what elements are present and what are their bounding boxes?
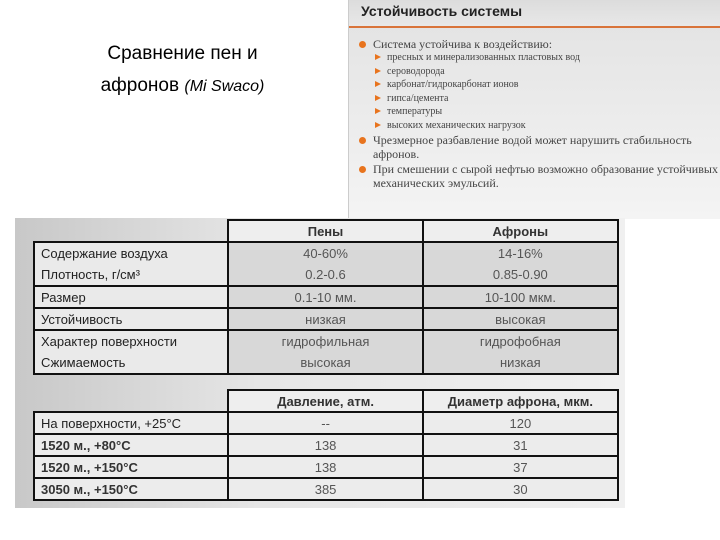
cell: 120: [423, 412, 618, 434]
title-line1: Сравнение пен и: [107, 43, 258, 64]
sub-bullet: карбонат/гидрокарбонат ионов: [357, 78, 720, 92]
sub-bullet: температуры: [357, 105, 720, 119]
col-header: Пены: [228, 220, 422, 242]
sub-bullet: гипса/цемента: [357, 92, 720, 106]
stability-heading: Устойчивость системы: [349, 0, 720, 28]
cell: 0.1-10 мм.: [228, 286, 422, 308]
row-label: Содержание воздуха: [34, 242, 228, 264]
stability-panel: [348, 0, 720, 219]
pressure-diameter-table: [33, 389, 619, 501]
cell: 10-100 мкм.: [423, 286, 618, 308]
cell: 0.2-0.6: [228, 264, 422, 286]
cell: 30: [423, 478, 618, 500]
cell: 14-16%: [423, 242, 618, 264]
bullet: При смешении с сырой нефтью возможно образование устойчивых механических эмульсий.: [357, 162, 720, 190]
cell: 0.85-0.90: [423, 264, 618, 286]
row-label: Сжимаемость: [34, 352, 228, 374]
col-header: Афроны: [423, 220, 618, 242]
foam-aphron-table: [33, 219, 619, 375]
cell: 31: [423, 434, 618, 456]
col-header: Диаметр афрона, мкм.: [423, 390, 618, 412]
sub-bullet: сероводорода: [357, 65, 720, 79]
row-label: Плотность, г/см³: [34, 264, 228, 286]
sub-bullet: пресных и минерализованных пластовых вод: [357, 51, 720, 65]
cell: высокая: [423, 308, 618, 330]
cell: 385: [228, 478, 422, 500]
comparison-tables: [15, 218, 625, 508]
cell: 40-60%: [228, 242, 422, 264]
sub-bullet: высоких механических нагрузок: [357, 119, 720, 133]
col-header: Давление, атм.: [228, 390, 422, 412]
cell: 138: [228, 456, 422, 478]
row-label: Размер: [34, 286, 228, 308]
cell: гидрофобная: [423, 330, 618, 352]
row-label: 3050 м., +150°C: [34, 478, 228, 500]
cell: высокая: [228, 352, 422, 374]
row-label: Характер поверхности: [34, 330, 228, 352]
row-label: 1520 м., +80°C: [34, 434, 228, 456]
cell: гидрофильная: [228, 330, 422, 352]
cell: низкая: [423, 352, 618, 374]
cell: 37: [423, 456, 618, 478]
bullet: Система устойчива к воздействию:: [357, 37, 720, 51]
title-line2: афронов: [100, 75, 180, 96]
title-source: (Mi Swaco): [184, 78, 265, 95]
slide-title: [40, 38, 325, 103]
row-label: На поверхности, +25°C: [34, 412, 228, 434]
cell: --: [228, 412, 422, 434]
row-label: 1520 м., +150°C: [34, 456, 228, 478]
bullet: Чрезмерное разбавление водой может нарушить стабильность афронов.: [357, 133, 720, 161]
row-label: Устойчивость: [34, 308, 228, 330]
cell: 138: [228, 434, 422, 456]
cell: низкая: [228, 308, 422, 330]
stability-list: [349, 28, 720, 190]
